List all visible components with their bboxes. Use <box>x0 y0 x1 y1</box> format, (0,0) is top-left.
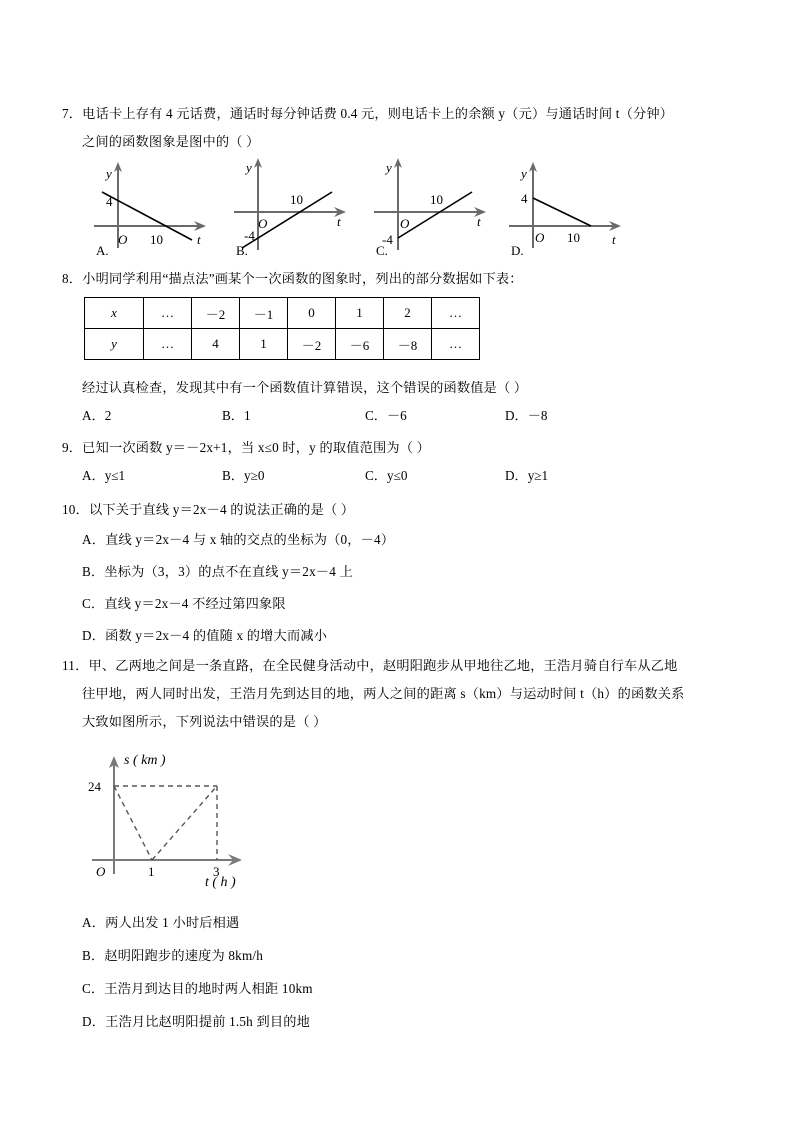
table-cell: －2 <box>288 329 336 360</box>
svg-text:O: O <box>96 864 106 879</box>
table-cell: … <box>144 329 192 360</box>
graph-option-c[interactable] <box>360 156 500 256</box>
question-11-option-c[interactable]: C．王浩月到达目的地时两人相距 10km <box>82 981 313 996</box>
question-9-option-c[interactable]: C．y≤0 <box>365 468 408 483</box>
svg-text:-4: -4 <box>382 232 393 247</box>
graph-option-c-label: C. <box>376 243 388 258</box>
question-10-option-a[interactable]: A．直线 y＝2x－4 与 x 轴的交点的坐标为（0，－4） <box>82 532 395 547</box>
question-9 <box>62 434 734 490</box>
question-8-options <box>62 402 734 430</box>
question-11-options <box>62 906 734 1038</box>
svg-text:y: y <box>386 160 392 175</box>
svg-text:10: 10 <box>430 192 443 207</box>
question-11-stem-line-2: 往甲地，两人同时出发，王浩月先到达目的地，两人之间的距离 s（km）与运动时间 t（h）的函数关系 <box>82 686 685 701</box>
table-cell: －2 <box>192 298 240 329</box>
question-8-option-b[interactable]: B．1 <box>222 408 251 423</box>
svg-text:t: t <box>197 232 201 247</box>
table-cell: －8 <box>384 329 432 360</box>
question-11-stem-line-3: 大致如图所示，下列说法中错误的是（ ） <box>82 714 327 729</box>
question-7 <box>62 100 734 156</box>
question-11-option-d[interactable]: D．王浩月比赵明阳提前 1.5h 到目的地 <box>82 1014 311 1029</box>
svg-text:-4: -4 <box>244 228 255 243</box>
question-8-option-d[interactable]: D．－8 <box>505 408 548 423</box>
table-row-header: y <box>85 329 144 360</box>
question-9-stem-line-1: 9．已知一次函数 y＝－2x+1，当 x≤0 时，y 的取值范围为（ ） <box>62 440 431 455</box>
table-cell: … <box>432 298 480 329</box>
table-row <box>85 329 480 360</box>
question-11-option-b[interactable]: B．赵明阳跑步的速度为 8km/h <box>82 948 264 963</box>
table-cell: 4 <box>192 329 240 360</box>
svg-text:10: 10 <box>150 232 163 247</box>
svg-text:O: O <box>258 216 268 231</box>
data-table <box>84 297 480 360</box>
question-7-stem-line-2: 之间的函数图象是图中的（ ） <box>82 134 260 149</box>
svg-text:3: 3 <box>213 864 220 879</box>
graph-option-b-label: B. <box>236 243 248 258</box>
question-11-stem-line-1: 11．甲、乙两地之间是一条直路，在全民健身活动中，赵明阳跑步从甲地往乙地，王浩月骑自行车从乙地 <box>62 658 678 673</box>
svg-text:4: 4 <box>521 191 528 206</box>
svg-text:4: 4 <box>106 194 113 209</box>
svg-text:y: y <box>246 160 252 175</box>
svg-text:O: O <box>535 230 545 245</box>
question-10-stem-line-1: 10．以下关于直线 y＝2x－4 的说法正确的是（ ） <box>62 502 355 517</box>
question-8-option-a[interactable]: A．2 <box>82 408 112 423</box>
svg-text:t: t <box>337 214 341 229</box>
graph-option-d-label: D. <box>511 243 524 258</box>
question-7-graph-options <box>62 156 734 256</box>
table-cell: 1 <box>240 329 288 360</box>
question-8-tail <box>62 374 734 430</box>
graph-option-b[interactable] <box>220 156 360 256</box>
question-11-chart <box>78 744 288 902</box>
graph-option-d[interactable] <box>495 156 635 256</box>
question-8-data-table <box>84 297 480 360</box>
question-10-option-c[interactable]: C．直线 y＝2x－4 不经过第四象限 <box>82 596 286 611</box>
svg-text:O: O <box>400 216 410 231</box>
svg-text:y: y <box>521 166 527 181</box>
table-cell: 2 <box>384 298 432 329</box>
question-7-stem-line-1: 7．电话卡上存有 4 元话费，通话时每分钟话费 0.4 元，则电话卡上的余额 y（元）与通话时间 t（分钟） <box>62 106 674 121</box>
svg-text:t ( h ): t ( h ) <box>205 875 236 890</box>
table-cell: 1 <box>336 298 384 329</box>
question-11-option-a[interactable]: A．两人出发 1 小时后相遇 <box>82 915 240 930</box>
question-9-option-a[interactable]: A．y≤1 <box>82 468 126 483</box>
table-row <box>85 298 480 329</box>
svg-text:t: t <box>477 214 481 229</box>
table-cell: －6 <box>336 329 384 360</box>
svg-text:1: 1 <box>148 864 155 879</box>
graph-option-a-label: A. <box>96 243 109 258</box>
question-8 <box>62 265 734 293</box>
question-10-option-b[interactable]: B．坐标为（3，3）的点不在直线 y＝2x－4 上 <box>82 564 353 579</box>
question-11 <box>62 652 734 736</box>
svg-text:24: 24 <box>88 779 101 794</box>
table-cell: 0 <box>288 298 336 329</box>
question-9-options <box>62 462 734 490</box>
table-cell: －1 <box>240 298 288 329</box>
question-8-stem-line-1: 8．小明同学利用“描点法”画某个一次函数的图象时，列出的部分数据如下表： <box>62 271 523 286</box>
graph-option-a[interactable] <box>80 156 220 256</box>
svg-text:O: O <box>118 232 128 247</box>
question-10-option-d[interactable]: D．函数 y＝2x－4 的值随 x 的增大而减小 <box>82 628 328 643</box>
svg-text:y: y <box>106 166 112 181</box>
question-8-stem-line-2: 经过认真检查，发现其中有一个函数值计算错误，这个错误的函数值是（ ） <box>82 380 528 395</box>
table-row-header: x <box>85 298 144 329</box>
question-8-option-c[interactable]: C．－6 <box>365 408 407 423</box>
svg-text:10: 10 <box>567 230 580 245</box>
svg-text:t: t <box>612 232 616 247</box>
question-10 <box>62 496 734 652</box>
table-cell: … <box>144 298 192 329</box>
question-9-option-d[interactable]: D．y≥1 <box>505 468 549 483</box>
svg-text:10: 10 <box>290 192 303 207</box>
table-cell: … <box>432 329 480 360</box>
svg-text:s ( km ): s ( km ) <box>124 753 166 768</box>
question-9-option-b[interactable]: B．y≥0 <box>222 468 265 483</box>
